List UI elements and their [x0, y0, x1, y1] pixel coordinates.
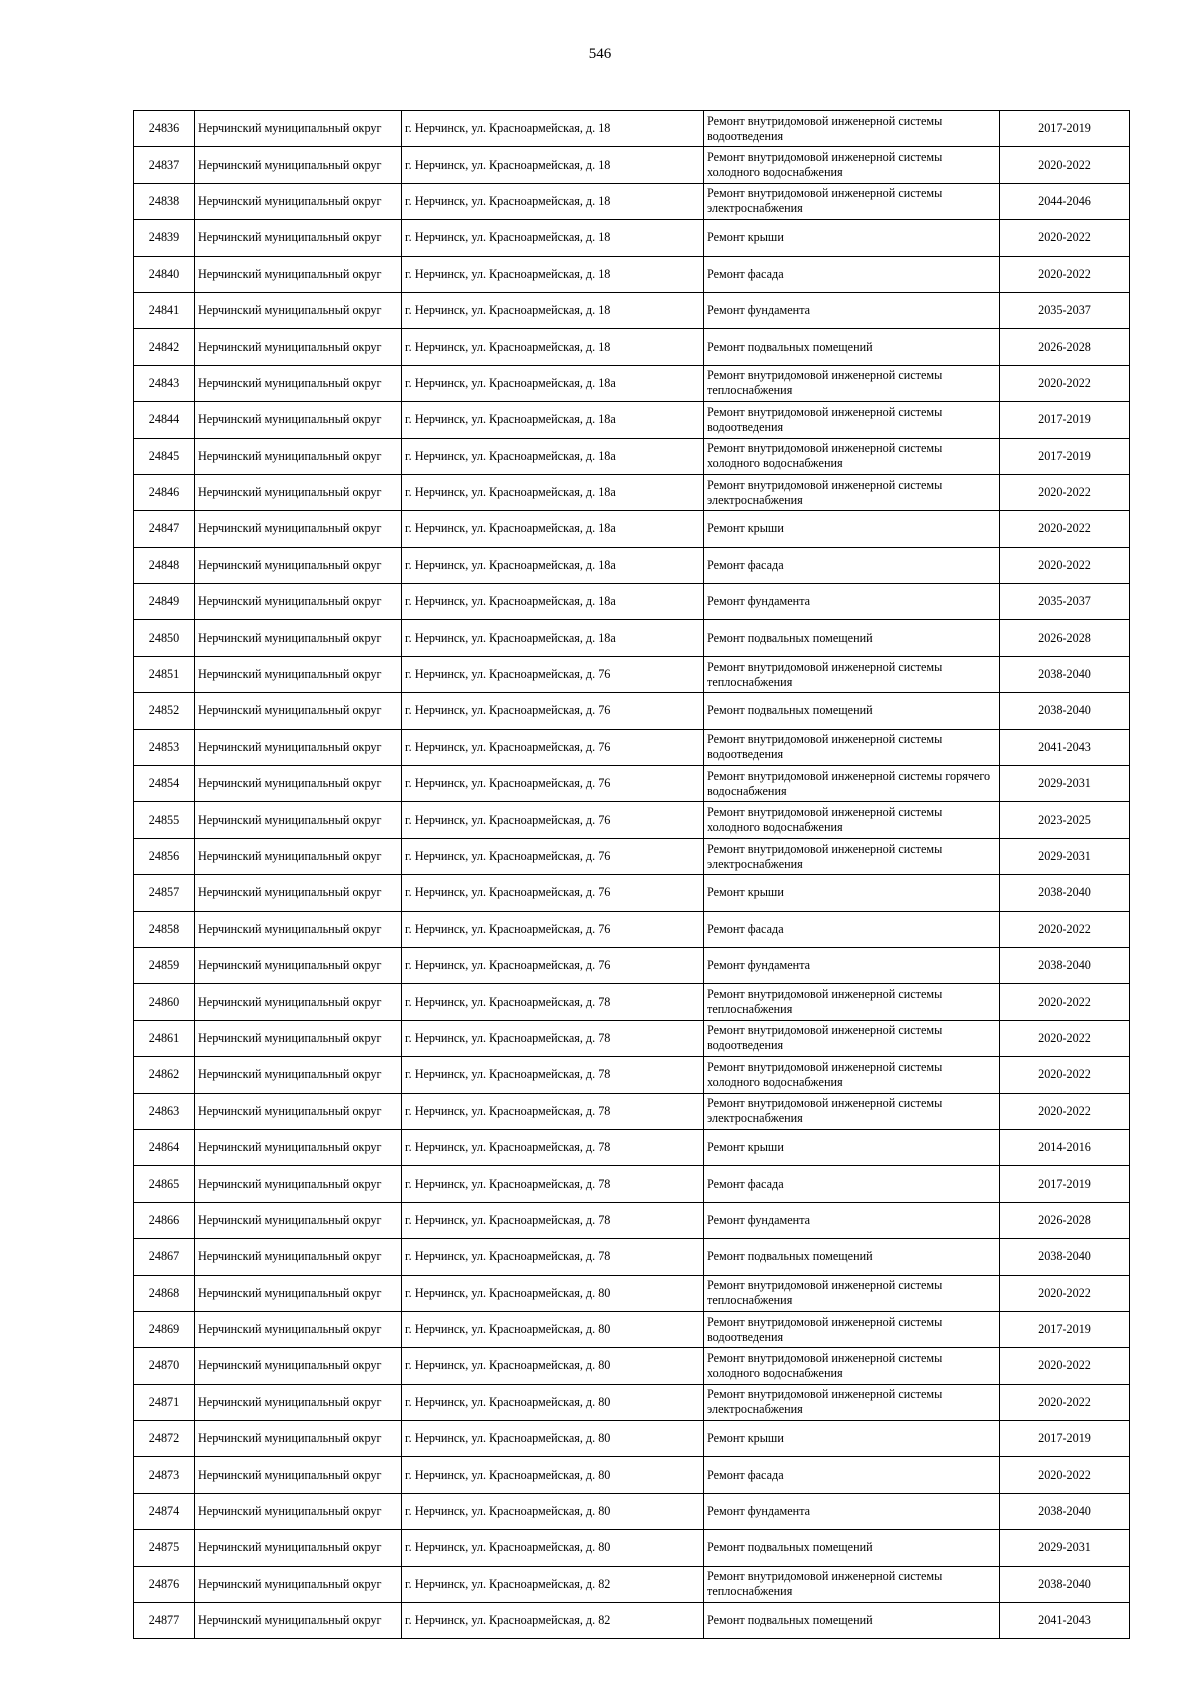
work-type-cell: Ремонт фундамента: [704, 1202, 1000, 1238]
municipality-cell: Нерчинский муниципальный округ: [195, 1202, 402, 1238]
address-cell: г. Нерчинск, ул. Красноармейская, д. 78: [402, 984, 704, 1020]
work-type-cell: Ремонт внутридомовой инженерной системы электроснабжения: [704, 838, 1000, 874]
row-number-cell: 24842: [134, 329, 195, 365]
table-row: [134, 838, 1130, 874]
row-number-cell: 24853: [134, 729, 195, 765]
period-cell: 2020-2022: [1000, 1275, 1130, 1311]
row-number-cell: 24836: [134, 111, 195, 147]
table-row: [134, 111, 1130, 147]
address-cell: г. Нерчинск, ул. Красноармейская, д. 18: [402, 256, 704, 292]
municipality-cell: Нерчинский муниципальный округ: [195, 147, 402, 183]
period-cell: 2038-2040: [1000, 1493, 1130, 1529]
address-cell: г. Нерчинск, ул. Красноармейская, д. 76: [402, 693, 704, 729]
address-cell: г. Нерчинск, ул. Красноармейская, д. 80: [402, 1530, 704, 1566]
municipality-cell: Нерчинский муниципальный округ: [195, 220, 402, 256]
municipality-cell: Нерчинский муниципальный округ: [195, 111, 402, 147]
period-cell: 2020-2022: [1000, 1093, 1130, 1129]
municipality-cell: Нерчинский муниципальный округ: [195, 1421, 402, 1457]
table-row: [134, 802, 1130, 838]
address-cell: г. Нерчинск, ул. Красноармейская, д. 80: [402, 1348, 704, 1384]
period-cell: 2038-2040: [1000, 947, 1130, 983]
table-row: [134, 220, 1130, 256]
address-cell: г. Нерчинск, ул. Красноармейская, д. 76: [402, 802, 704, 838]
work-type-cell: Ремонт внутридомовой инженерной системы электроснабжения: [704, 474, 1000, 510]
work-type-cell: Ремонт внутридомовой инженерной системы холодного водоснабжения: [704, 147, 1000, 183]
table-row: [134, 147, 1130, 183]
row-number-cell: 24866: [134, 1202, 195, 1238]
table-row: [134, 1457, 1130, 1493]
address-cell: г. Нерчинск, ул. Красноармейская, д. 76: [402, 947, 704, 983]
work-type-cell: Ремонт фундамента: [704, 292, 1000, 328]
municipality-cell: Нерчинский муниципальный округ: [195, 584, 402, 620]
row-number-cell: 24839: [134, 220, 195, 256]
period-cell: 2029-2031: [1000, 1530, 1130, 1566]
municipality-cell: Нерчинский муниципальный округ: [195, 474, 402, 510]
municipality-cell: Нерчинский муниципальный округ: [195, 183, 402, 219]
address-cell: г. Нерчинск, ул. Красноармейская, д. 80: [402, 1275, 704, 1311]
municipality-cell: Нерчинский муниципальный округ: [195, 1275, 402, 1311]
municipality-cell: Нерчинский муниципальный округ: [195, 693, 402, 729]
row-number-cell: 24874: [134, 1493, 195, 1529]
work-type-cell: Ремонт фасада: [704, 547, 1000, 583]
address-cell: г. Нерчинск, ул. Красноармейская, д. 18а: [402, 438, 704, 474]
table-row: [134, 1603, 1130, 1639]
table-row: [134, 329, 1130, 365]
table-row: [134, 1493, 1130, 1529]
period-cell: 2038-2040: [1000, 1566, 1130, 1602]
municipality-cell: Нерчинский муниципальный округ: [195, 1348, 402, 1384]
municipality-cell: Нерчинский муниципальный округ: [195, 838, 402, 874]
row-number-cell: 24844: [134, 402, 195, 438]
row-number-cell: 24848: [134, 547, 195, 583]
period-cell: 2020-2022: [1000, 1384, 1130, 1420]
row-number-cell: 24855: [134, 802, 195, 838]
municipality-cell: Нерчинский муниципальный округ: [195, 256, 402, 292]
period-cell: 2020-2022: [1000, 220, 1130, 256]
address-cell: г. Нерчинск, ул. Красноармейская, д. 18а: [402, 620, 704, 656]
row-number-cell: 24838: [134, 183, 195, 219]
period-cell: 2026-2028: [1000, 329, 1130, 365]
municipality-cell: Нерчинский муниципальный округ: [195, 1493, 402, 1529]
row-number-cell: 24871: [134, 1384, 195, 1420]
period-cell: 2041-2043: [1000, 1603, 1130, 1639]
work-type-cell: Ремонт крыши: [704, 220, 1000, 256]
table-row: [134, 1093, 1130, 1129]
row-number-cell: 24850: [134, 620, 195, 656]
table-row: [134, 438, 1130, 474]
row-number-cell: 24837: [134, 147, 195, 183]
work-type-cell: Ремонт внутридомовой инженерной системы теплоснабжения: [704, 656, 1000, 692]
period-cell: 2017-2019: [1000, 1311, 1130, 1347]
page-number: 546: [588, 46, 612, 62]
period-cell: 2038-2040: [1000, 693, 1130, 729]
municipality-cell: Нерчинский муниципальный округ: [195, 729, 402, 765]
work-type-cell: Ремонт фасада: [704, 1457, 1000, 1493]
row-number-cell: 24863: [134, 1093, 195, 1129]
table-row: [134, 693, 1130, 729]
period-cell: 2017-2019: [1000, 1421, 1130, 1457]
table-row: [134, 183, 1130, 219]
address-cell: г. Нерчинск, ул. Красноармейская, д. 18: [402, 329, 704, 365]
municipality-cell: Нерчинский муниципальный округ: [195, 1566, 402, 1602]
period-cell: 2038-2040: [1000, 1239, 1130, 1275]
address-cell: г. Нерчинск, ул. Красноармейская, д. 18: [402, 220, 704, 256]
period-cell: 2038-2040: [1000, 875, 1130, 911]
address-cell: г. Нерчинск, ул. Красноармейская, д. 78: [402, 1166, 704, 1202]
period-cell: 2020-2022: [1000, 984, 1130, 1020]
address-cell: г. Нерчинск, ул. Красноармейская, д. 18а: [402, 584, 704, 620]
address-cell: г. Нерчинск, ул. Красноармейская, д. 18а: [402, 474, 704, 510]
table-body: [134, 111, 1130, 1639]
work-type-cell: Ремонт подвальных помещений: [704, 1239, 1000, 1275]
address-cell: г. Нерчинск, ул. Красноармейская, д. 18: [402, 183, 704, 219]
row-number-cell: 24864: [134, 1129, 195, 1165]
table-row: [134, 256, 1130, 292]
period-cell: 2020-2022: [1000, 256, 1130, 292]
period-cell: 2023-2025: [1000, 802, 1130, 838]
address-cell: г. Нерчинск, ул. Красноармейская, д. 82: [402, 1566, 704, 1602]
address-cell: г. Нерчинск, ул. Красноармейская, д. 76: [402, 729, 704, 765]
period-cell: 2041-2043: [1000, 729, 1130, 765]
municipality-cell: Нерчинский муниципальный округ: [195, 1311, 402, 1347]
period-cell: 2020-2022: [1000, 474, 1130, 510]
table-row: [134, 1129, 1130, 1165]
table-row: [134, 947, 1130, 983]
row-number-cell: 24860: [134, 984, 195, 1020]
table-row: [134, 1566, 1130, 1602]
address-cell: г. Нерчинск, ул. Красноармейская, д. 78: [402, 1202, 704, 1238]
municipality-cell: Нерчинский муниципальный округ: [195, 1093, 402, 1129]
work-type-cell: Ремонт внутридомовой инженерной системы водоотведения: [704, 729, 1000, 765]
period-cell: 2026-2028: [1000, 1202, 1130, 1238]
address-cell: г. Нерчинск, ул. Красноармейская, д. 80: [402, 1493, 704, 1529]
work-type-cell: Ремонт внутридомовой инженерной системы холодного водоснабжения: [704, 1348, 1000, 1384]
row-number-cell: 24849: [134, 584, 195, 620]
period-cell: 2017-2019: [1000, 1166, 1130, 1202]
period-cell: 2044-2046: [1000, 183, 1130, 219]
table-row: [134, 729, 1130, 765]
address-cell: г. Нерчинск, ул. Красноармейская, д. 18: [402, 292, 704, 328]
work-type-cell: Ремонт внутридомовой инженерной системы теплоснабжения: [704, 1275, 1000, 1311]
repair-schedule-table: [133, 110, 1130, 1639]
period-cell: 2029-2031: [1000, 766, 1130, 802]
work-type-cell: Ремонт фундамента: [704, 1493, 1000, 1529]
work-type-cell: Ремонт крыши: [704, 1421, 1000, 1457]
work-type-cell: Ремонт фундамента: [704, 947, 1000, 983]
municipality-cell: Нерчинский муниципальный округ: [195, 1020, 402, 1056]
work-type-cell: Ремонт внутридомовой инженерной системы водоотведения: [704, 1311, 1000, 1347]
municipality-cell: Нерчинский муниципальный округ: [195, 1457, 402, 1493]
table-row: [134, 365, 1130, 401]
row-number-cell: 24876: [134, 1566, 195, 1602]
table-row: [134, 1020, 1130, 1056]
period-cell: 2020-2022: [1000, 147, 1130, 183]
address-cell: г. Нерчинск, ул. Красноармейская, д. 78: [402, 1129, 704, 1165]
row-number-cell: 24852: [134, 693, 195, 729]
row-number-cell: 24873: [134, 1457, 195, 1493]
row-number-cell: 24846: [134, 474, 195, 510]
address-cell: г. Нерчинск, ул. Красноармейская, д. 76: [402, 875, 704, 911]
work-type-cell: Ремонт внутридомовой инженерной системы теплоснабжения: [704, 984, 1000, 1020]
municipality-cell: Нерчинский муниципальный округ: [195, 365, 402, 401]
table-row: [134, 1530, 1130, 1566]
row-number-cell: 24867: [134, 1239, 195, 1275]
table-row: [134, 402, 1130, 438]
work-type-cell: Ремонт внутридомовой инженерной системы водоотведения: [704, 111, 1000, 147]
municipality-cell: Нерчинский муниципальный округ: [195, 1129, 402, 1165]
table-row: [134, 1166, 1130, 1202]
row-number-cell: 24859: [134, 947, 195, 983]
address-cell: г. Нерчинск, ул. Красноармейская, д. 76: [402, 766, 704, 802]
period-cell: 2017-2019: [1000, 402, 1130, 438]
row-number-cell: 24861: [134, 1020, 195, 1056]
table-row: [134, 911, 1130, 947]
period-cell: 2029-2031: [1000, 838, 1130, 874]
table-row: [134, 620, 1130, 656]
municipality-cell: Нерчинский муниципальный округ: [195, 620, 402, 656]
row-number-cell: 24868: [134, 1275, 195, 1311]
row-number-cell: 24858: [134, 911, 195, 947]
row-number-cell: 24847: [134, 511, 195, 547]
municipality-cell: Нерчинский муниципальный округ: [195, 875, 402, 911]
work-type-cell: Ремонт внутридомовой инженерной системы электроснабжения: [704, 183, 1000, 219]
work-type-cell: Ремонт внутридомовой инженерной системы холодного водоснабжения: [704, 1057, 1000, 1093]
period-cell: 2020-2022: [1000, 911, 1130, 947]
address-cell: г. Нерчинск, ул. Красноармейская, д. 18а: [402, 547, 704, 583]
address-cell: г. Нерчинск, ул. Красноармейская, д. 18а: [402, 365, 704, 401]
municipality-cell: Нерчинский муниципальный округ: [195, 1603, 402, 1639]
work-type-cell: Ремонт внутридомовой инженерной системы водоотведения: [704, 402, 1000, 438]
period-cell: 2020-2022: [1000, 1348, 1130, 1384]
municipality-cell: Нерчинский муниципальный округ: [195, 1530, 402, 1566]
municipality-cell: Нерчинский муниципальный округ: [195, 547, 402, 583]
address-cell: г. Нерчинск, ул. Красноармейская, д. 18а: [402, 511, 704, 547]
work-type-cell: Ремонт фундамента: [704, 584, 1000, 620]
work-type-cell: Ремонт фасада: [704, 911, 1000, 947]
table-row: [134, 1421, 1130, 1457]
municipality-cell: Нерчинский муниципальный округ: [195, 402, 402, 438]
table-row: [134, 584, 1130, 620]
work-type-cell: Ремонт фасада: [704, 1166, 1000, 1202]
row-number-cell: 24840: [134, 256, 195, 292]
address-cell: г. Нерчинск, ул. Красноармейская, д. 18: [402, 111, 704, 147]
work-type-cell: Ремонт внутридомовой инженерной системы холодного водоснабжения: [704, 802, 1000, 838]
work-type-cell: Ремонт внутридомовой инженерной системы электроснабжения: [704, 1093, 1000, 1129]
municipality-cell: Нерчинский муниципальный округ: [195, 329, 402, 365]
row-number-cell: 24851: [134, 656, 195, 692]
work-type-cell: Ремонт подвальных помещений: [704, 1603, 1000, 1639]
period-cell: 2017-2019: [1000, 111, 1130, 147]
period-cell: 2035-2037: [1000, 292, 1130, 328]
table-row: [134, 1239, 1130, 1275]
table-row: [134, 1384, 1130, 1420]
row-number-cell: 24862: [134, 1057, 195, 1093]
row-number-cell: 24869: [134, 1311, 195, 1347]
municipality-cell: Нерчинский муниципальный округ: [195, 292, 402, 328]
municipality-cell: Нерчинский муниципальный округ: [195, 947, 402, 983]
table-row: [134, 656, 1130, 692]
work-type-cell: Ремонт крыши: [704, 511, 1000, 547]
period-cell: 2020-2022: [1000, 365, 1130, 401]
table-row: [134, 1311, 1130, 1347]
table-row: [134, 1348, 1130, 1384]
work-type-cell: Ремонт внутридомовой инженерной системы горячего водоснабжения: [704, 766, 1000, 802]
work-type-cell: Ремонт внутридомовой инженерной системы водоотведения: [704, 1020, 1000, 1056]
work-type-cell: Ремонт внутридомовой инженерной системы теплоснабжения: [704, 365, 1000, 401]
table-row: [134, 984, 1130, 1020]
municipality-cell: Нерчинский муниципальный округ: [195, 1057, 402, 1093]
address-cell: г. Нерчинск, ул. Красноармейская, д. 76: [402, 656, 704, 692]
address-cell: г. Нерчинск, ул. Красноармейская, д. 78: [402, 1093, 704, 1129]
municipality-cell: Нерчинский муниципальный округ: [195, 1239, 402, 1275]
table-row: [134, 1202, 1130, 1238]
period-cell: 2017-2019: [1000, 438, 1130, 474]
table-row: [134, 1057, 1130, 1093]
municipality-cell: Нерчинский муниципальный округ: [195, 766, 402, 802]
work-type-cell: Ремонт подвальных помещений: [704, 693, 1000, 729]
row-number-cell: 24857: [134, 875, 195, 911]
period-cell: 2020-2022: [1000, 1057, 1130, 1093]
work-type-cell: Ремонт внутридомовой инженерной системы теплоснабжения: [704, 1566, 1000, 1602]
address-cell: г. Нерчинск, ул. Красноармейская, д. 80: [402, 1457, 704, 1493]
row-number-cell: 24875: [134, 1530, 195, 1566]
municipality-cell: Нерчинский муниципальный округ: [195, 1384, 402, 1420]
address-cell: г. Нерчинск, ул. Красноармейская, д. 80: [402, 1421, 704, 1457]
row-number-cell: 24841: [134, 292, 195, 328]
address-cell: г. Нерчинск, ул. Красноармейская, д. 78: [402, 1057, 704, 1093]
work-type-cell: Ремонт подвальных помещений: [704, 329, 1000, 365]
row-number-cell: 24872: [134, 1421, 195, 1457]
address-cell: г. Нерчинск, ул. Красноармейская, д. 80: [402, 1384, 704, 1420]
work-type-cell: Ремонт подвальных помещений: [704, 620, 1000, 656]
municipality-cell: Нерчинский муниципальный округ: [195, 911, 402, 947]
row-number-cell: 24843: [134, 365, 195, 401]
address-cell: г. Нерчинск, ул. Красноармейская, д. 78: [402, 1020, 704, 1056]
row-number-cell: 24856: [134, 838, 195, 874]
address-cell: г. Нерчинск, ул. Красноармейская, д. 18: [402, 147, 704, 183]
table-row: [134, 292, 1130, 328]
period-cell: 2026-2028: [1000, 620, 1130, 656]
municipality-cell: Нерчинский муниципальный округ: [195, 802, 402, 838]
municipality-cell: Нерчинский муниципальный округ: [195, 656, 402, 692]
work-type-cell: Ремонт внутридомовой инженерной системы холодного водоснабжения: [704, 438, 1000, 474]
row-number-cell: 24854: [134, 766, 195, 802]
address-cell: г. Нерчинск, ул. Красноармейская, д. 18а: [402, 402, 704, 438]
address-cell: г. Нерчинск, ул. Красноармейская, д. 76: [402, 911, 704, 947]
work-type-cell: Ремонт крыши: [704, 1129, 1000, 1165]
work-type-cell: Ремонт крыши: [704, 875, 1000, 911]
address-cell: г. Нерчинск, ул. Красноармейская, д. 82: [402, 1603, 704, 1639]
work-type-cell: Ремонт подвальных помещений: [704, 1530, 1000, 1566]
table-row: [134, 547, 1130, 583]
period-cell: 2020-2022: [1000, 547, 1130, 583]
address-cell: г. Нерчинск, ул. Красноармейская, д. 76: [402, 838, 704, 874]
table-row: [134, 1275, 1130, 1311]
row-number-cell: 24870: [134, 1348, 195, 1384]
work-type-cell: Ремонт фасада: [704, 256, 1000, 292]
municipality-cell: Нерчинский муниципальный округ: [195, 984, 402, 1020]
work-type-cell: Ремонт внутридомовой инженерной системы электроснабжения: [704, 1384, 1000, 1420]
period-cell: 2020-2022: [1000, 1457, 1130, 1493]
municipality-cell: Нерчинский муниципальный округ: [195, 1166, 402, 1202]
period-cell: 2038-2040: [1000, 656, 1130, 692]
period-cell: 2014-2016: [1000, 1129, 1130, 1165]
row-number-cell: 24865: [134, 1166, 195, 1202]
table-row: [134, 474, 1130, 510]
address-cell: г. Нерчинск, ул. Красноармейская, д. 80: [402, 1311, 704, 1347]
municipality-cell: Нерчинский муниципальный округ: [195, 438, 402, 474]
municipality-cell: Нерчинский муниципальный округ: [195, 511, 402, 547]
table-row: [134, 766, 1130, 802]
row-number-cell: 24877: [134, 1603, 195, 1639]
table-row: [134, 511, 1130, 547]
period-cell: 2035-2037: [1000, 584, 1130, 620]
address-cell: г. Нерчинск, ул. Красноармейская, д. 78: [402, 1239, 704, 1275]
table-row: [134, 875, 1130, 911]
period-cell: 2020-2022: [1000, 511, 1130, 547]
row-number-cell: 24845: [134, 438, 195, 474]
period-cell: 2020-2022: [1000, 1020, 1130, 1056]
